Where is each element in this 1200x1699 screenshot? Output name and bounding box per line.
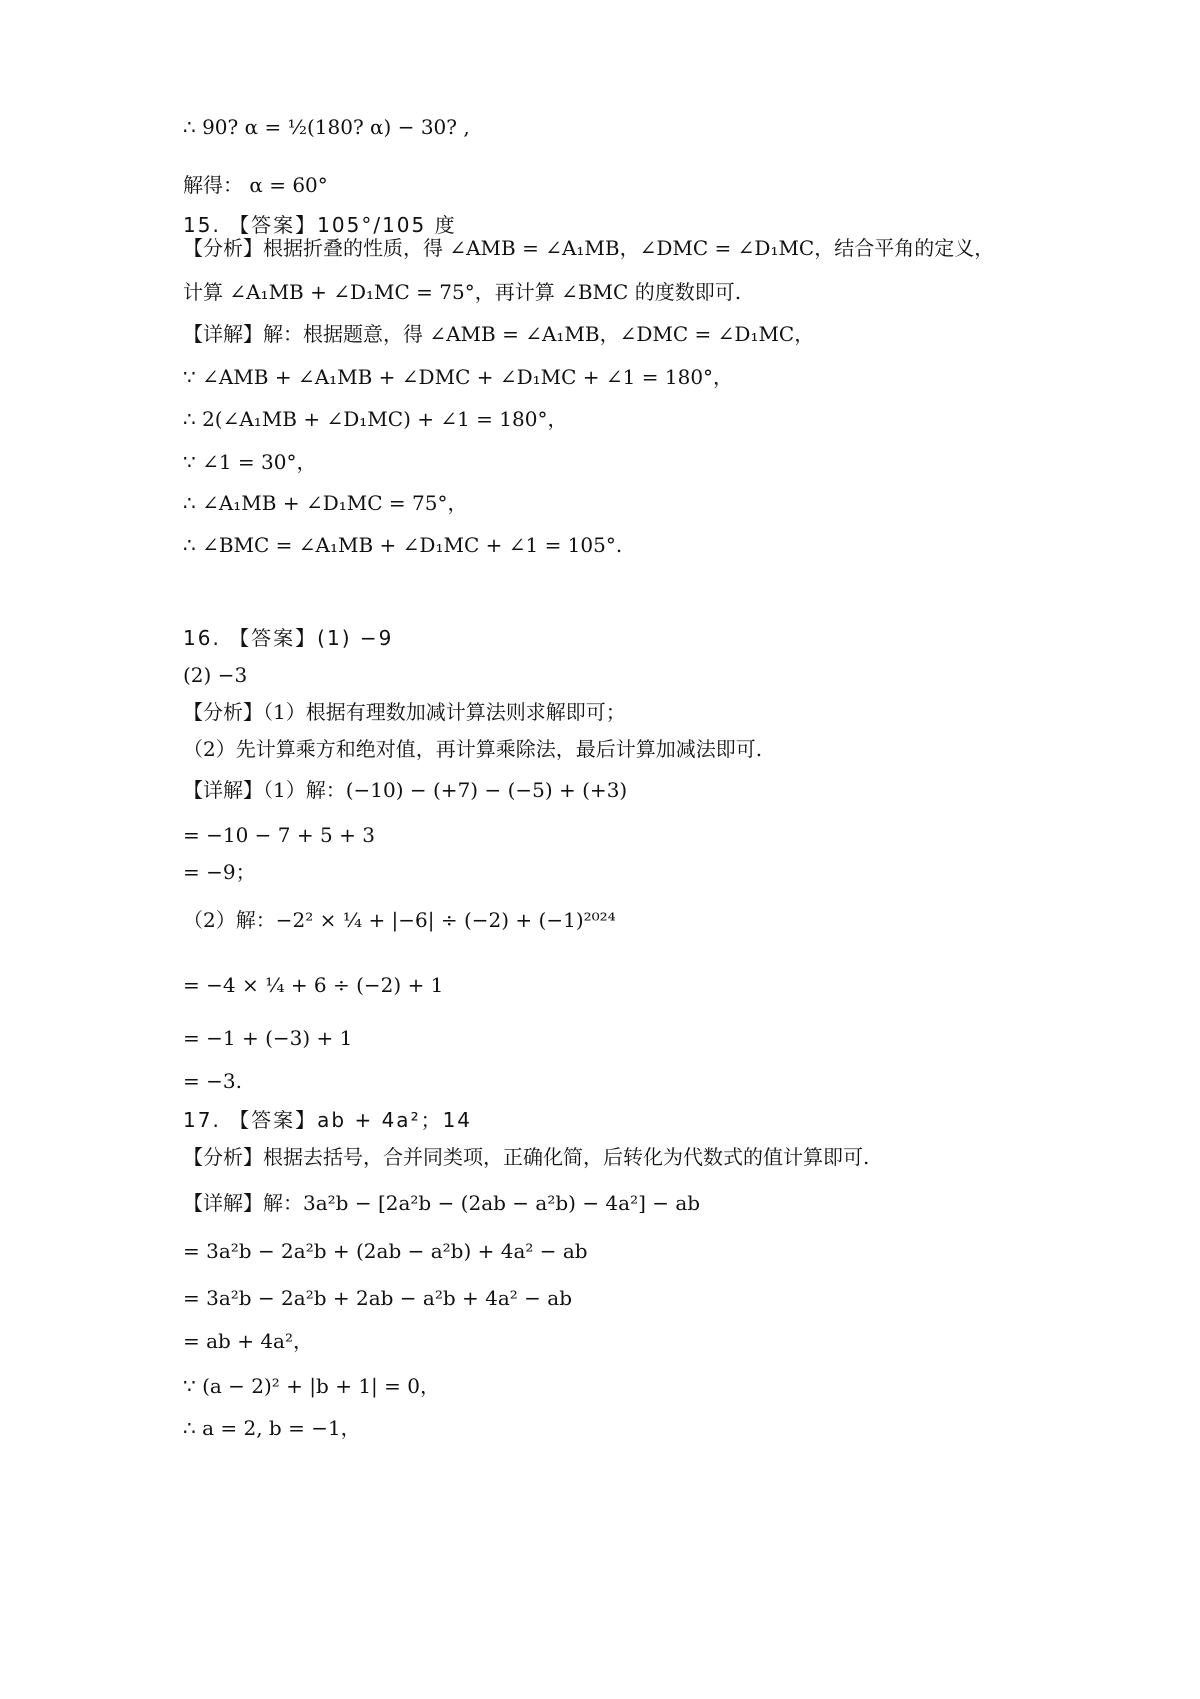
q15-answer: 15. 【答案】105°/105 度 xyxy=(183,213,457,237)
q17-answer: 17. 【答案】ab + 4a²；14 xyxy=(183,1108,473,1132)
q16-detail-3: = −9； xyxy=(183,860,256,884)
q17-analysis: 【分析】根据去括号，合并同类项，正确化简，后转化为代数式的值计算即可. xyxy=(183,1145,870,1169)
q15-detail-3: ∴ 2(∠A₁MB + ∠D₁MC) + ∠1 = 180°， xyxy=(183,407,568,431)
q16-detail-5: = −4 × ¼ + 6 ÷ (−2) + 1 xyxy=(183,973,444,997)
solution-line-alpha-equation: ∴ 90? α = ½(180? α) − 30? , xyxy=(183,115,470,139)
q15-detail-1: 【详解】解：根据题意，得 ∠AMB = ∠A₁MB，∠DMC = ∠D₁MC， xyxy=(183,322,815,346)
q15-detail-2: ∵ ∠AMB + ∠A₁MB + ∠DMC + ∠D₁MC + ∠1 = 180°， xyxy=(183,365,734,389)
q16-answer-2: (2) −3 xyxy=(183,663,248,687)
q16-detail-1: 【详解】（1）解：(−10) − (+7) − (−5) + (+3) xyxy=(183,778,628,802)
q15-detail-5: ∴ ∠A₁MB + ∠D₁MC = 75°， xyxy=(183,491,468,515)
q17-detail-4: = ab + 4a²， xyxy=(183,1329,313,1353)
q17-detail-5: ∵ (a − 2)² + |b + 1| = 0， xyxy=(183,1374,440,1398)
q16-analysis-1: 【分析】（1）根据有理数加减计算法则求解即可； xyxy=(183,700,626,724)
q17-detail-3: = 3a²b − 2a²b + 2ab − a²b + 4a² − ab xyxy=(183,1286,573,1310)
q16-detail-4: （2）解：−2² × ¼ + |−6| ÷ (−2) + (−1)²⁰²⁴ xyxy=(183,908,616,932)
q16-analysis-2: （2）先计算乘方和绝对值，再计算乘除法，最后计算加减法即可. xyxy=(183,737,763,761)
q17-detail-6: ∴ a = 2, b = −1， xyxy=(183,1416,361,1440)
q16-detail-7: = −3. xyxy=(183,1069,242,1093)
q15-detail-4: ∵ ∠1 = 30°， xyxy=(183,450,317,474)
q16-detail-2: = −10 − 7 + 5 + 3 xyxy=(183,823,375,847)
solution-line-alpha-result: 解得： α = 60° xyxy=(183,173,328,197)
q17-detail-1: 【详解】解：3a²b − [2a²b − (2ab − a²b) − 4a²] − ab xyxy=(183,1191,701,1215)
q16-detail-6: = −1 + (−3) + 1 xyxy=(183,1026,353,1050)
q17-detail-2: = 3a²b − 2a²b + (2ab − a²b) + 4a² − ab xyxy=(183,1239,588,1263)
q15-detail-6: ∴ ∠BMC = ∠A₁MB + ∠D₁MC + ∠1 = 105°. xyxy=(183,533,623,557)
q16-answer: 16. 【答案】(1) −9 xyxy=(183,626,394,650)
q15-analysis-1: 【分析】根据折叠的性质，得 ∠AMB = ∠A₁MB，∠DMC = ∠D₁MC，结合平角的定义， xyxy=(183,236,995,260)
q15-analysis-2: 计算 ∠A₁MB + ∠D₁MC = 75°，再计算 ∠BMC 的度数即可. xyxy=(183,280,742,304)
